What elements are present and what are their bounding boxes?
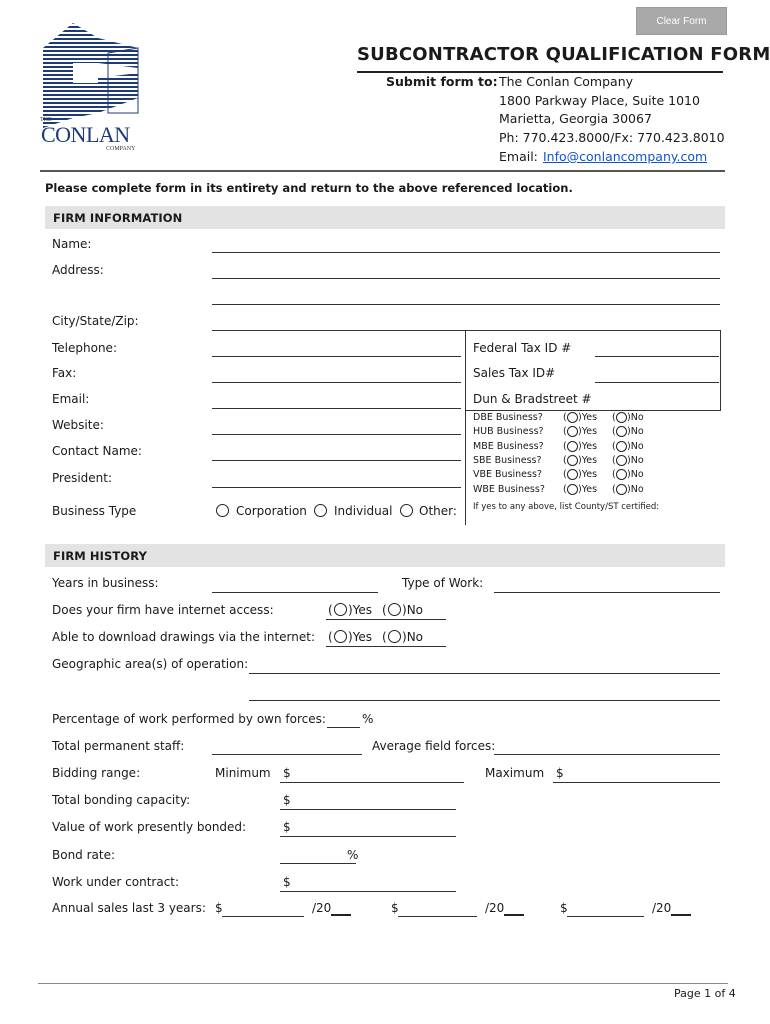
cert-yes-label <box>578 454 597 468</box>
cert-yes-open-paren: ( <box>563 426 567 437</box>
other-label: Other: <box>419 504 457 518</box>
cert-wbe-label: WBE Business? <box>473 484 545 495</box>
footer-divider <box>38 983 728 984</box>
cert-yes-open-paren: ( <box>563 469 567 480</box>
minimum-dollar: $ <box>283 766 291 780</box>
cert-option-text: Yes <box>581 484 598 495</box>
bonded-label: Value of work presently bonded: <box>52 820 247 834</box>
annual-dollar-2: $ <box>391 901 399 915</box>
bond-rate-label: Bond rate: <box>52 848 116 862</box>
cert-option-text: No <box>630 412 644 423</box>
title-divider <box>357 71 723 73</box>
cert-yes-label <box>578 440 597 454</box>
maximum-label: Maximum <box>485 766 545 780</box>
pct-work-label: Percentage of work performed by own forces: <box>52 712 326 726</box>
minimum-label: Minimum <box>215 766 271 780</box>
internet-yes-radio[interactable] <box>334 603 347 616</box>
corporation-label: Corporation <box>236 504 307 518</box>
logo-name: CONLAN <box>41 122 130 147</box>
paren: ) <box>627 426 631 437</box>
telephone-field[interactable] <box>212 356 461 357</box>
business-type-label: Business Type <box>52 504 137 518</box>
maximum-dollar: $ <box>556 766 564 780</box>
paren: ) <box>627 455 631 466</box>
cert-yes-label <box>578 411 597 425</box>
cert-yes-radio[interactable] <box>567 455 578 466</box>
cert-no-radio[interactable] <box>616 484 627 495</box>
president-field[interactable] <box>212 487 461 488</box>
annual-year-field-1[interactable] <box>331 914 351 916</box>
submit-phone: Ph: 770.423.8000/Fx: 770.423.8010 <box>499 130 725 145</box>
paren: ) <box>578 455 582 466</box>
bonding-field[interactable] <box>280 809 456 810</box>
cert-no-radio[interactable] <box>616 441 627 452</box>
years-field[interactable] <box>212 592 378 593</box>
annual-dollar-1: $ <box>215 901 223 915</box>
contact-field[interactable] <box>212 460 461 461</box>
cert-option-text: No <box>630 455 644 466</box>
cert-yes-radio[interactable] <box>567 441 578 452</box>
firm-info-title: FIRM INFORMATION <box>53 211 183 225</box>
sales-tax-label: Sales Tax ID# <box>473 366 556 380</box>
cert-no-label <box>627 411 644 425</box>
logo-the: THE <box>40 117 52 123</box>
president-label: President: <box>52 471 113 485</box>
individual-label: Individual <box>334 504 393 518</box>
cert-no-label <box>627 483 644 497</box>
pct-work-field[interactable] <box>327 727 360 728</box>
tax-box-top-border <box>465 330 721 331</box>
telephone-label: Telephone: <box>52 341 117 355</box>
name-field[interactable] <box>212 252 720 253</box>
cert-no-open-paren: ( <box>612 484 616 495</box>
cert-no-open-paren: ( <box>612 426 616 437</box>
instructions: Please complete form in its entirety and return to the above referenced location. <box>45 181 573 195</box>
download-yes-radio[interactable] <box>334 630 347 643</box>
download-no-text: No <box>406 630 424 644</box>
download-no-label: )No <box>402 630 424 644</box>
field-forces-label: Average field forces: <box>372 739 496 753</box>
annual-year-field-2[interactable] <box>504 914 524 916</box>
paren: ) <box>578 441 582 452</box>
cert-no-radio[interactable] <box>616 469 627 480</box>
other-radio[interactable] <box>400 504 413 517</box>
annual-field-1[interactable] <box>222 916 304 917</box>
internet-no-paren: ( <box>382 603 387 617</box>
cert-yes-label <box>578 425 597 439</box>
geo-field-1[interactable] <box>249 673 720 674</box>
annual-label: Annual sales last 3 years: <box>52 901 206 915</box>
annual-field-3[interactable] <box>567 916 644 917</box>
internet-no-text: No <box>406 603 424 617</box>
internet-open-paren: ( <box>328 603 333 617</box>
annual-field-2[interactable] <box>398 916 477 917</box>
page-title: SUBCONTRACTOR QUALIFICATION FORM <box>357 44 770 65</box>
type-work-field[interactable] <box>494 592 720 593</box>
annual-dollar-3: $ <box>560 901 568 915</box>
submit-street: 1800 Parkway Place, Suite 1010 <box>499 93 700 108</box>
cert-no-label <box>627 440 644 454</box>
paren: ) <box>627 469 631 480</box>
paren: ) <box>627 412 631 423</box>
cert-yes-open-paren: ( <box>563 441 567 452</box>
cert-mbe-label: MBE Business? <box>473 441 544 452</box>
download-yes-label: )Yes <box>348 630 373 644</box>
cert-no-open-paren: ( <box>612 412 616 423</box>
bond-rate-unit: % <box>347 848 359 862</box>
download-label: Able to download drawings via the internet: <box>52 630 315 644</box>
cert-yes-radio[interactable] <box>567 412 578 423</box>
bonding-label: Total bonding capacity: <box>52 793 191 807</box>
cert-yes-label <box>578 468 597 482</box>
annual-year-2: /20 <box>485 901 505 915</box>
address-label: Address: <box>52 263 104 277</box>
submit-label: Submit form to: <box>386 74 498 89</box>
staff-label: Total permanent staff: <box>52 739 185 753</box>
cert-dbe-label: DBE Business? <box>473 412 543 423</box>
annual-year-3: /20 <box>652 901 672 915</box>
cert-yes-radio[interactable] <box>567 484 578 495</box>
clear-form-button[interactable]: Clear Form <box>636 7 727 35</box>
contract-label: Work under contract: <box>52 875 180 889</box>
cert-no-label <box>627 468 644 482</box>
bidding-label: Bidding range: <box>52 766 141 780</box>
paren: ) <box>627 484 631 495</box>
paren: ) <box>578 469 582 480</box>
address-field-2[interactable] <box>212 304 720 305</box>
cert-yes-open-paren: ( <box>563 484 567 495</box>
page-number: Page 1 of 4 <box>674 987 736 1000</box>
paren: ) <box>627 441 631 452</box>
federal-tax-label: Federal Tax ID # <box>473 341 572 355</box>
bonded-field[interactable] <box>280 836 456 837</box>
cert-no-radio[interactable] <box>616 426 627 437</box>
annual-year-field-3[interactable] <box>671 914 691 916</box>
cert-option-text: Yes <box>581 426 598 437</box>
download-yes-text: Yes <box>352 630 373 644</box>
maximum-field[interactable] <box>553 782 720 783</box>
website-label: Website: <box>52 418 104 432</box>
cert-vbe-label: VBE Business? <box>473 469 542 480</box>
fax-field[interactable] <box>212 382 461 383</box>
contract-dollar: $ <box>283 875 291 889</box>
if-yes-note: If yes to any above, list County/ST certified: <box>473 502 660 512</box>
cert-hub-label: HUB Business? <box>473 426 544 437</box>
internet-label: Does your firm have internet access: <box>52 603 274 617</box>
cert-option-text: Yes <box>581 469 598 480</box>
years-label: Years in business: <box>52 576 159 590</box>
minimum-field[interactable] <box>280 782 464 783</box>
paren: ) <box>578 412 582 423</box>
cert-yes-open-paren: ( <box>563 412 567 423</box>
cert-sbe-label: SBE Business? <box>473 455 542 466</box>
cert-yes-radio[interactable] <box>567 426 578 437</box>
submit-email-link[interactable]: Info@conlancompany.com <box>543 149 708 164</box>
corporation-radio[interactable] <box>216 504 229 517</box>
cert-option-text: No <box>630 426 644 437</box>
individual-radio[interactable] <box>314 504 327 517</box>
cert-no-radio[interactable] <box>616 412 627 423</box>
paren: ) <box>578 484 582 495</box>
tax-box-right-border <box>720 330 721 410</box>
internet-yes-text: Yes <box>352 603 373 617</box>
contact-label: Contact Name: <box>52 444 142 458</box>
sales-tax-field[interactable] <box>595 382 719 383</box>
cert-no-label <box>627 425 644 439</box>
field-forces-field[interactable] <box>494 754 720 755</box>
bond-rate-field[interactable] <box>280 863 356 864</box>
submit-city: Marietta, Georgia 30067 <box>499 111 652 126</box>
email-label: Email: <box>52 392 90 406</box>
logo-building-icon <box>38 18 148 128</box>
tax-box-left-border <box>465 330 466 525</box>
firm-history-title: FIRM HISTORY <box>53 549 147 563</box>
internet-no-label: )No <box>402 603 424 617</box>
cert-option-text: No <box>630 469 644 480</box>
bonded-dollar: $ <box>283 820 291 834</box>
type-work-label: Type of Work: <box>402 576 484 590</box>
federal-tax-field[interactable] <box>595 356 719 357</box>
website-field[interactable] <box>212 434 461 435</box>
staff-field[interactable] <box>212 754 362 755</box>
download-no-radio[interactable] <box>388 630 401 643</box>
logo-company: COMPANY <box>106 146 136 152</box>
fax-label: Fax: <box>52 366 77 380</box>
submit-company: The Conlan Company <box>499 74 634 89</box>
cert-yes-open-paren: ( <box>563 455 567 466</box>
download-open-paren: ( <box>328 630 333 644</box>
address-field-1[interactable] <box>212 278 720 279</box>
internet-yes-label: )Yes <box>348 603 373 617</box>
cert-no-radio[interactable] <box>616 455 627 466</box>
download-underline <box>326 646 446 647</box>
cert-no-open-paren: ( <box>612 455 616 466</box>
firm-history-header <box>45 544 725 567</box>
pct-work-unit: % <box>362 712 374 726</box>
cert-option-text: No <box>630 441 644 452</box>
cert-option-text: Yes <box>581 441 598 452</box>
cert-yes-label <box>578 483 597 497</box>
internet-underline <box>326 619 446 620</box>
internet-no-radio[interactable] <box>388 603 401 616</box>
cert-no-open-paren: ( <box>612 469 616 480</box>
cert-option-text: No <box>630 484 644 495</box>
name-label: Name: <box>52 237 92 251</box>
city-label: City/State/Zip: <box>52 314 139 328</box>
conlan-logo <box>38 18 148 158</box>
cert-yes-radio[interactable] <box>567 469 578 480</box>
bonding-dollar: $ <box>283 793 291 807</box>
firm-info-header <box>45 206 725 229</box>
cert-option-text: Yes <box>581 455 598 466</box>
geo-field-2[interactable] <box>249 700 720 701</box>
geo-label: Geographic area(s) of operation: <box>52 657 249 671</box>
paren: ) <box>578 426 582 437</box>
contract-field[interactable] <box>280 891 456 892</box>
submit-email-label: Email: <box>499 149 538 164</box>
cert-option-text: Yes <box>581 412 598 423</box>
cert-no-label <box>627 454 644 468</box>
dun-label: Dun & Bradstreet # <box>473 392 592 406</box>
email-field[interactable] <box>212 408 461 409</box>
header-divider <box>40 170 725 172</box>
download-no-paren: ( <box>382 630 387 644</box>
cert-no-open-paren: ( <box>612 441 616 452</box>
annual-year-1: /20 <box>312 901 332 915</box>
